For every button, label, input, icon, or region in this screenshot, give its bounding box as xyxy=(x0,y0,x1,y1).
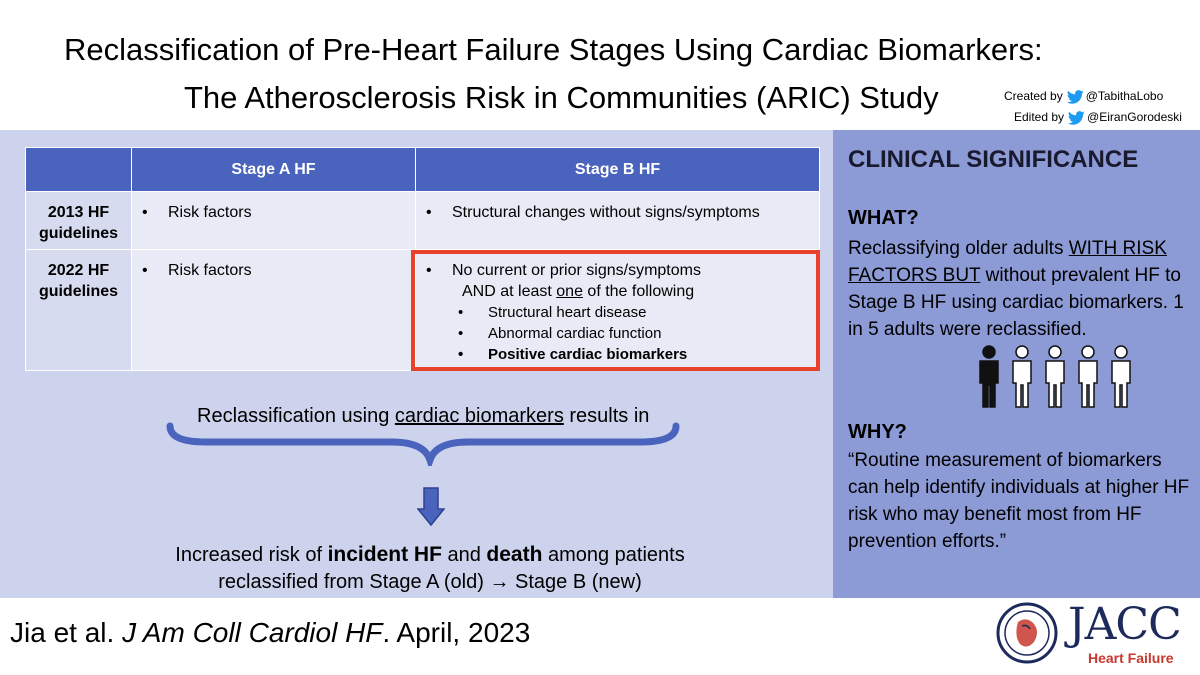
twitter-bird-icon xyxy=(1068,111,1085,125)
table-header-empty xyxy=(26,148,132,192)
why-text: “Routine measurement of biomarkers can help identify individuals at higher HF risk who may benefit most from HF prevention efforts.” xyxy=(848,450,1190,552)
person-icon xyxy=(1046,346,1064,407)
journal-logo-name: JACC xyxy=(1068,599,1181,650)
journal-logo-subtitle: Heart Failure xyxy=(1088,650,1174,666)
table-row xyxy=(26,192,820,250)
curly-brace-icon xyxy=(166,420,686,466)
clinical-significance-title: CLINICAL SIGNIFICANCE xyxy=(848,146,1139,173)
table-header-stage-a: Stage A HF xyxy=(132,148,416,192)
twitter-bird-icon xyxy=(1067,90,1084,104)
table-header-stage-b: Stage B HF xyxy=(416,148,820,192)
down-arrow-icon xyxy=(417,487,445,527)
created-by-row xyxy=(1004,86,1182,107)
person-icon-group xyxy=(975,345,1137,409)
cell-2022-stage-a: • Risk factors xyxy=(132,250,416,371)
edited-by-handle[interactable]: @EiranGorodeski xyxy=(1087,110,1182,124)
person-icon xyxy=(1079,346,1097,407)
reclassification-text: Reclassification using cardiac biomarkers results in xyxy=(197,405,650,427)
what-text: Reclassifying older adults WITH RISK FACTORS BUT without prevalent HF to Stage B HF using cardiac biomarkers. 1 in 5 adults were reclassified. xyxy=(848,238,1184,340)
edited-by-row xyxy=(1004,107,1182,128)
edited-by-label: Edited by xyxy=(1014,110,1065,124)
list-item: • Abnormal cardiac function xyxy=(458,325,662,342)
list-item: • Positive cardiac biomarkers xyxy=(458,346,688,363)
row-label-2013: 2013 HF guidelines xyxy=(26,192,132,250)
journal-seal-icon xyxy=(996,602,1058,664)
person-icon xyxy=(1013,346,1031,407)
cell-2022-stage-b: • No current or prior signs/symptoms AND at least one of the following • Structural heart disease • Abnormal cardiac function • Positive cardiac biomarkers xyxy=(416,250,820,371)
cell-2013-stage-a: • Risk factors xyxy=(132,192,416,250)
list-item: • Structural heart disease xyxy=(458,304,647,321)
credits xyxy=(1004,86,1182,128)
and-at-least-one: AND at least one of the following xyxy=(462,283,695,300)
person-icon xyxy=(980,346,998,407)
title-line-1: Reclassification of Pre-Heart Failure Stages Using Cardiac Biomarkers: xyxy=(64,32,1043,67)
table-header-row xyxy=(26,148,820,192)
title-line-2: The Atherosclerosis Risk in Communities (ARIC) Study xyxy=(184,80,939,115)
row-label-2022: 2022 HF guidelines xyxy=(26,250,132,371)
cell-2013-stage-b: • Structural changes without signs/symptoms xyxy=(416,192,820,250)
what-heading: WHAT? xyxy=(848,207,919,229)
highlight-box xyxy=(411,250,820,371)
created-by-handle[interactable]: @TabithaLobo xyxy=(1085,89,1164,103)
created-by-label: Created by xyxy=(1004,89,1063,103)
why-heading: WHY? xyxy=(848,421,907,443)
person-icon xyxy=(1112,346,1130,407)
citation: Jia et al. J Am Coll Cardiol HF. April, 2023 xyxy=(10,617,531,648)
result-text: Increased risk of incident HF and death among patients reclassified from Stage A (old) → Stage B (new) xyxy=(175,543,685,593)
